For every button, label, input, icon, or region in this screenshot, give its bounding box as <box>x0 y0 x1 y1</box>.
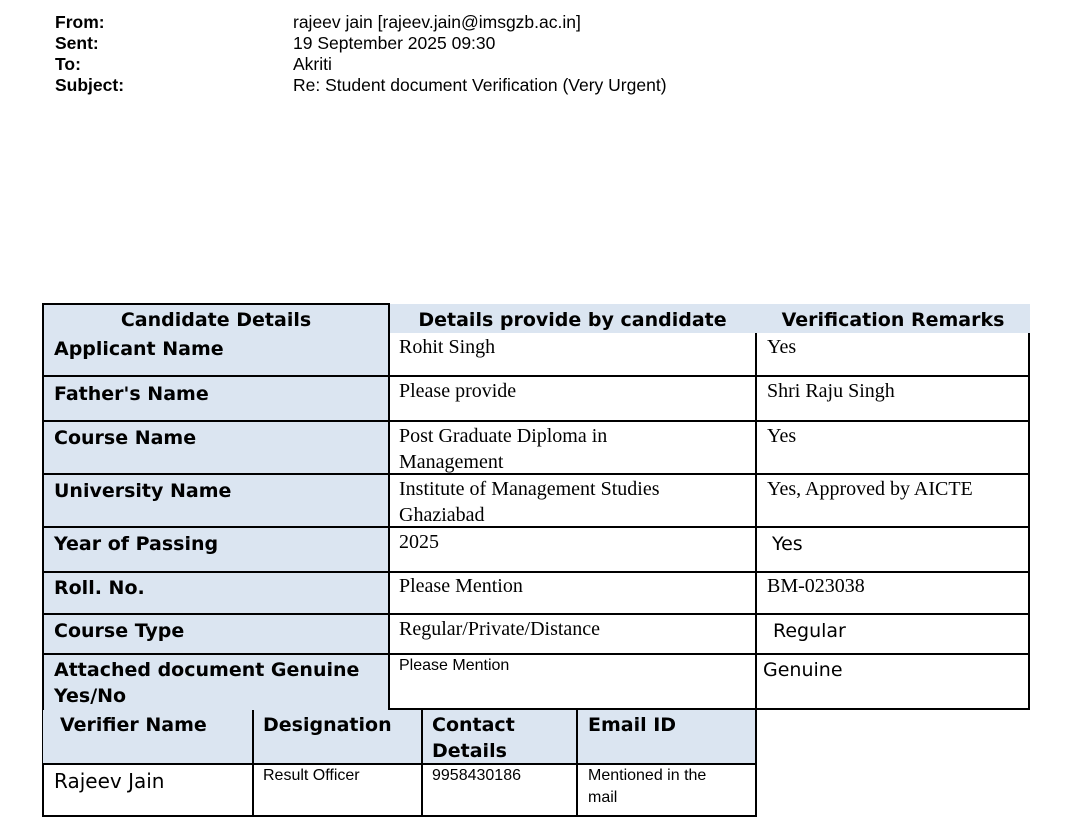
provided-document-genuine: Please Mention <box>399 657 510 674</box>
remark-applicant-name: Yes <box>767 336 797 358</box>
verifier-email-line1: Mentioned in the <box>588 767 707 784</box>
header-email-id: Email ID <box>588 714 677 736</box>
header-verification-remarks: Verification Remarks <box>781 309 1005 331</box>
header-contact-line1: Contact <box>432 714 515 736</box>
provided-fathers-name: Please provide <box>399 380 517 402</box>
header-provided-details: Details provide by candidate <box>418 309 727 331</box>
subject-label: Subject: <box>55 75 125 95</box>
field-university-name: University Name <box>54 480 232 502</box>
remark-year-of-passing: Yes <box>772 533 803 555</box>
sent-value: 19 September 2025 09:30 <box>293 33 496 53</box>
to-label: To: <box>55 54 81 74</box>
provided-university-line1: Institute of Management Studies <box>399 478 660 500</box>
field-document-genuine-line1: Attached document Genuine <box>54 659 360 681</box>
field-applicant-name: Applicant Name <box>54 338 224 360</box>
provided-course-name-line1: Post Graduate Diploma in <box>399 425 608 447</box>
remark-document-genuine: Genuine <box>763 659 843 681</box>
remark-university-name: Yes, Approved by AICTE <box>767 478 973 500</box>
sent-label: Sent: <box>55 33 99 53</box>
from-label: From: <box>55 12 105 32</box>
provided-applicant-name: Rohit Singh <box>399 336 496 358</box>
header-contact-line2: Details <box>432 740 507 762</box>
remark-roll-no: BM-023038 <box>767 575 865 597</box>
provided-course-type: Regular/Private/Distance <box>399 618 601 640</box>
field-document-genuine-line2: Yes/No <box>54 685 127 707</box>
header-candidate-details: Candidate Details <box>120 309 312 331</box>
field-fathers-name: Father's Name <box>54 383 209 405</box>
provided-roll-no: Please Mention <box>399 575 523 597</box>
candidate-column-shade <box>43 304 389 710</box>
to-value: Akriti <box>293 54 332 74</box>
provided-year-of-passing: 2025 <box>399 531 439 553</box>
field-course-type: Course Type <box>54 620 185 642</box>
remark-course-type: Regular <box>773 620 846 642</box>
header-designation: Designation <box>263 714 392 736</box>
verifier-contact: 9958430186 <box>432 767 521 784</box>
field-year-of-passing: Year of Passing <box>54 533 219 555</box>
subject-value: Re: Student document Verification (Very Urgent) <box>293 75 667 95</box>
provided-course-name-line2: Management <box>399 451 504 473</box>
verifier-name: Rajeev Jain <box>54 769 165 793</box>
provided-university-line2: Ghaziabad <box>399 504 485 526</box>
remark-course-name: Yes <box>767 425 797 447</box>
header-verifier-name: Verifier Name <box>60 714 207 736</box>
verifier-email-line2: mail <box>588 789 618 806</box>
field-roll-no: Roll. No. <box>54 577 145 599</box>
field-course-name: Course Name <box>54 427 197 449</box>
remark-fathers-name: Shri Raju Singh <box>767 380 895 402</box>
from-value: rajeev jain [rajeev.jain@imsgzb.ac.in] <box>293 12 581 32</box>
verifier-designation: Result Officer <box>263 767 360 784</box>
